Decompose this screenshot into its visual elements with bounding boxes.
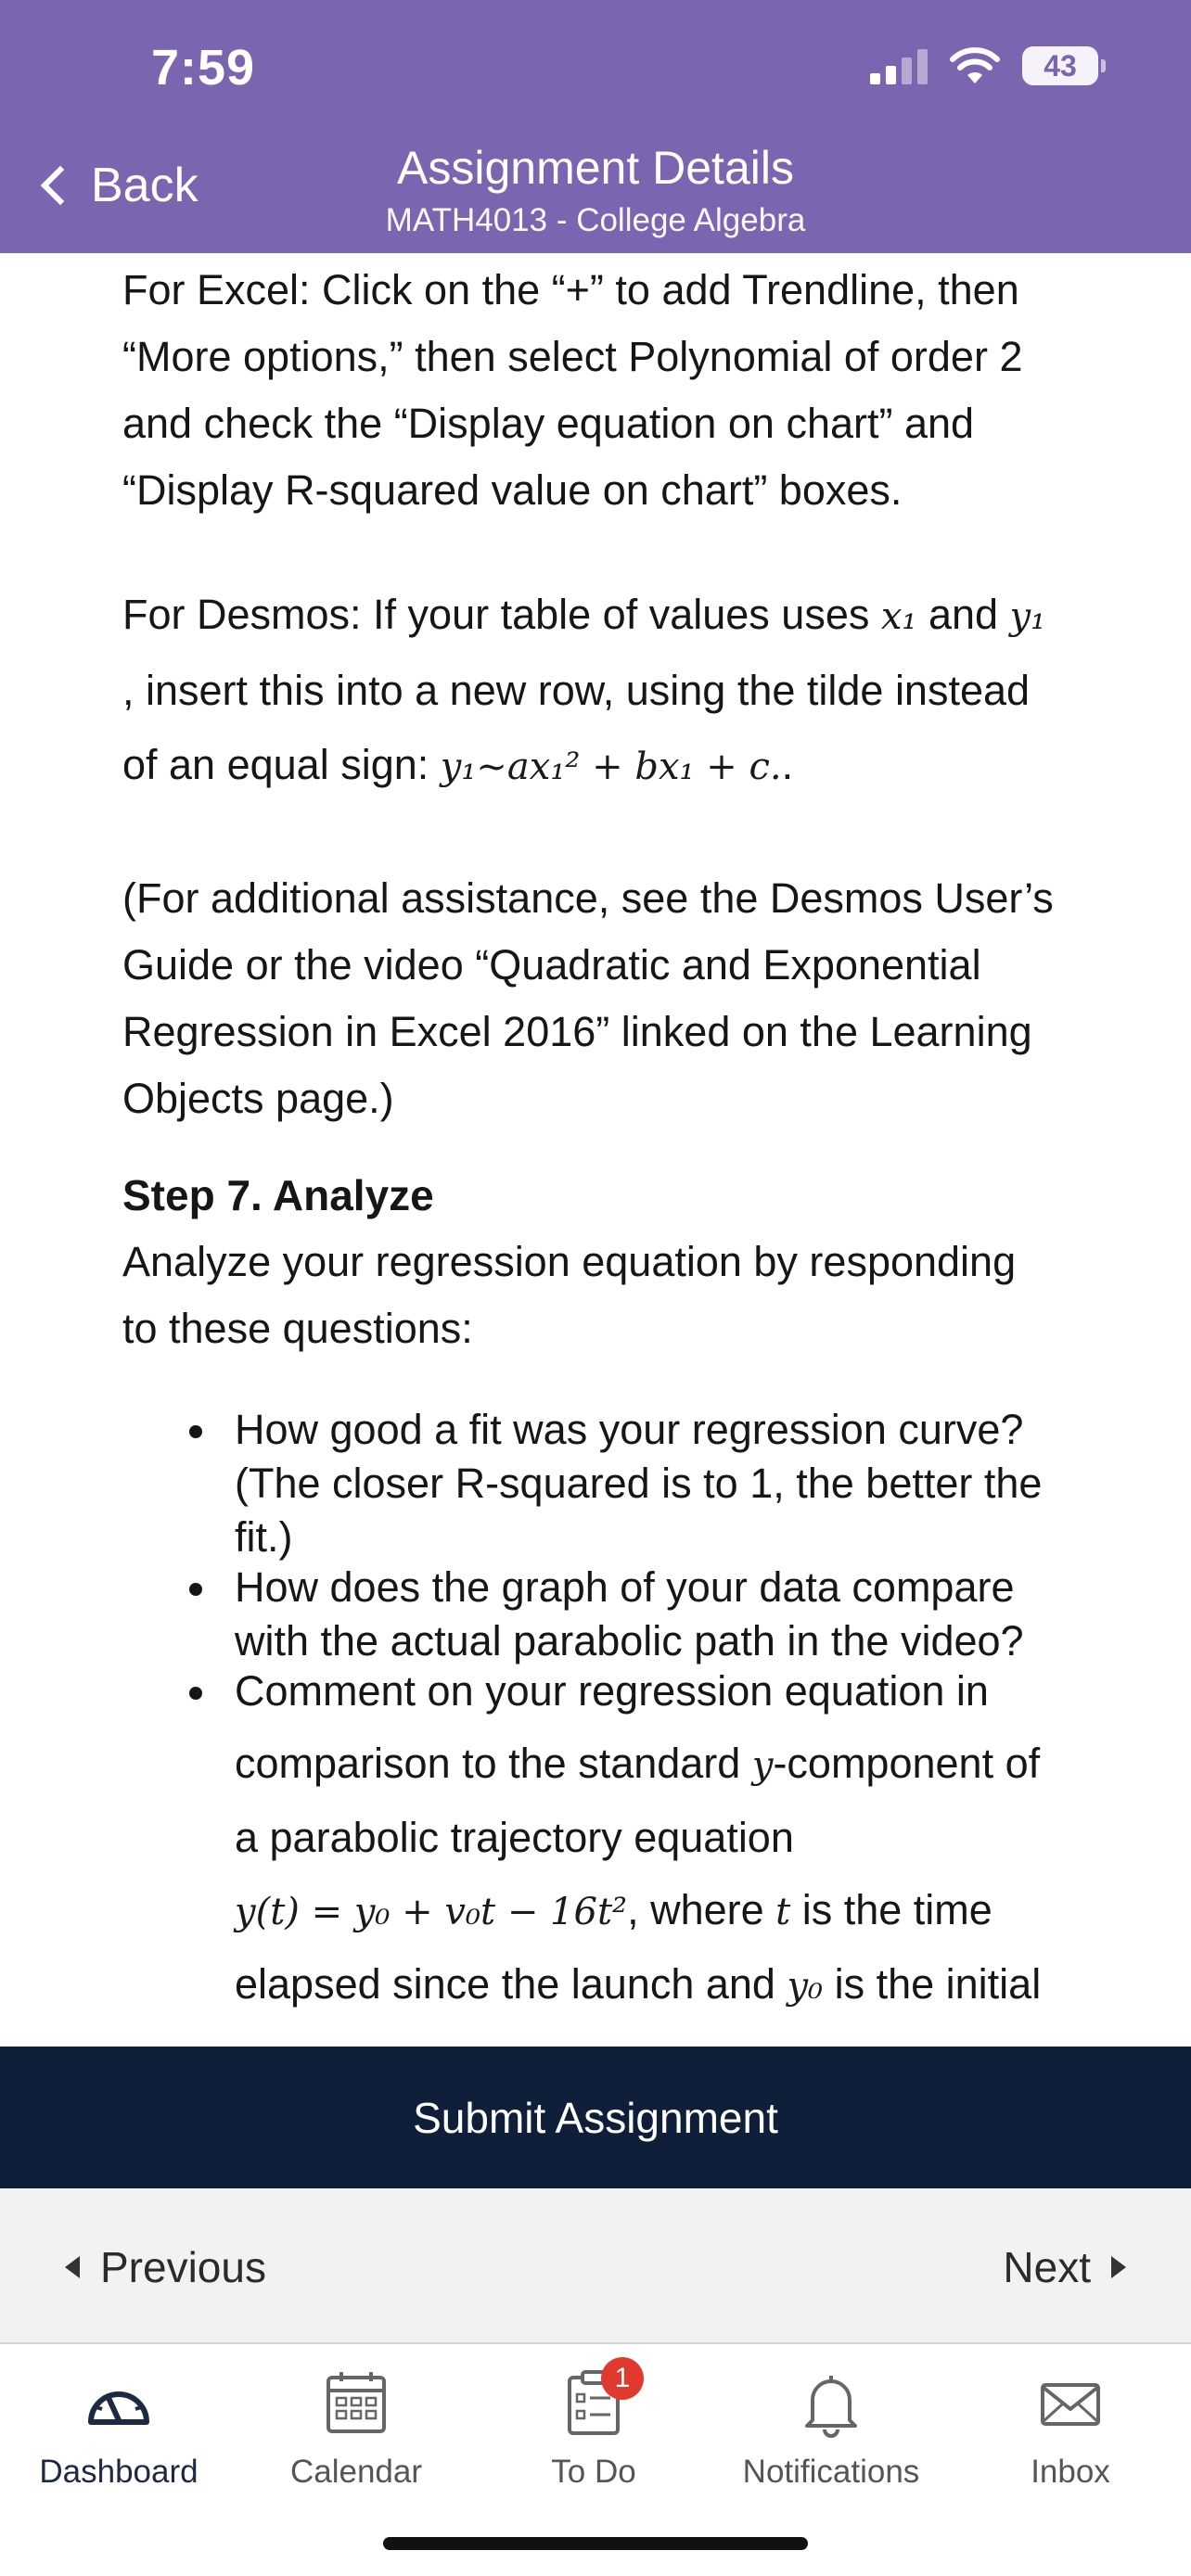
text-line: of an equal sign: y₁~ax₁² + bx₁ + c..: [122, 741, 794, 788]
bullet-dot: [189, 1425, 202, 1438]
caret-right-icon: [1111, 2256, 1126, 2278]
status-time: 7:59: [151, 40, 256, 96]
bullet-dot: [189, 1583, 202, 1596]
text-line: to these questions:: [122, 1305, 473, 1352]
app-header: [0, 0, 1191, 253]
desmos-instructions: [122, 578, 1087, 804]
math-regression-equation: y₁~ax₁² + bx₁ + c.: [440, 746, 782, 788]
text-line: Objects page.): [122, 1075, 394, 1122]
text-line: “More options,” then select Polynomial of order 2: [122, 333, 1023, 380]
status-icons: [870, 46, 1098, 85]
math-trajectory-equation: y(t) = y₀ + v₀t − 16t²: [235, 1891, 628, 1933]
cellular-signal-icon: [870, 47, 928, 84]
tab-label: Calendar: [289, 2454, 423, 2490]
submit-assignment-button[interactable]: Submit Assignment: [0, 2047, 1191, 2188]
math-y1: y₁: [1009, 595, 1046, 638]
calendar-icon: [319, 2366, 393, 2441]
assistance-note: [122, 865, 1087, 1132]
pagination-bar: [0, 2188, 1191, 2344]
text-line: (For additional assistance, see the Desmos User’s: [122, 874, 1054, 922]
wifi-icon: [948, 46, 1002, 85]
next-button[interactable]: [1003, 2242, 1126, 2292]
tab-notifications[interactable]: [712, 2366, 950, 2491]
text-line: and check the “Display equation on chart” and: [122, 400, 975, 447]
clipboard-checklist-icon: [557, 2363, 631, 2441]
course-subtitle: MATH4013 - College Algebra: [385, 202, 806, 238]
math-x1: x₁: [880, 595, 917, 638]
tab-label: Inbox: [1031, 2454, 1110, 2490]
text-line: “Display R-squared value on chart” boxes.: [122, 466, 903, 514]
todo-count-badge: 1: [601, 2357, 644, 2400]
next-label: Next: [1003, 2243, 1091, 2291]
page-title: Assignment Details: [397, 142, 794, 194]
caret-left-icon: [65, 2256, 80, 2278]
text-line: For Desmos: If your table of values uses x₁ and y₁: [122, 591, 1046, 638]
tab-label: To Do: [551, 2454, 636, 2490]
home-indicator[interactable]: [383, 2537, 808, 2550]
step-7-section: [122, 1162, 1087, 1362]
text-line: Analyze your regression equation by responding: [122, 1238, 1017, 1285]
text-line: , insert this into a new row, using the tilde instead: [122, 667, 1031, 714]
step-title: Step 7. Analyze: [122, 1171, 434, 1219]
back-label: Back: [91, 159, 198, 212]
tab-calendar[interactable]: [237, 2366, 475, 2491]
tab-label: Dashboard: [39, 2454, 198, 2490]
dashboard-gauge-icon: [82, 2366, 156, 2441]
excel-instructions: [122, 257, 1087, 524]
assignment-content[interactable]: For Excel: Click on the “+” to add Trendline, then “More options,” then select Polynomial of order 2 and check the “Display equation on chart” and “Display R-squared value on chart” boxes. For Desmos: If your table of values uses x₁ and y₁ , insert this into a new row, using the tilde instead of an equal sign: y₁~ax₁² + bx₁ + c.. (For additional assistance, see the Desmos User’s Guide or the video “Quadratic and Exponential Regression in Excel 2016” linked on the Learning Objects page.) Step 7. Analyze Analyze your regression equation by responding to these questions: How good a fit was your regression curve? (The closer R-squared is to 1, the better the fit.) How does the graph of your data compare with the actual parabolic path in the video? Comment on your regression equation in comparison to the standard y-component of a parabolic trajectory equation y(t) = y₀ + v₀t − 16t², where t is the time elapsed since the launch and y₀ is the initial: [122, 253, 1087, 2047]
tab-inbox[interactable]: [950, 2366, 1191, 2491]
tab-todo[interactable]: [475, 2363, 712, 2491]
envelope-icon: [1033, 2366, 1108, 2441]
battery-level: 43: [1044, 48, 1077, 83]
battery-icon: [1022, 46, 1098, 85]
tab-label: Notifications: [742, 2454, 920, 2490]
bullet-dot: [189, 1687, 202, 1700]
text-line: For Excel: Click on the “+” to add Trendline, then: [122, 266, 1019, 313]
math-y: y: [751, 1744, 774, 1787]
text-line: Regression in Excel 2016” linked on the Learning: [122, 1008, 1032, 1055]
previous-button[interactable]: [65, 2242, 266, 2292]
tab-dashboard[interactable]: [0, 2366, 237, 2491]
text-line: Guide or the video “Quadratic and Exponential: [122, 941, 981, 988]
bell-icon: [794, 2366, 868, 2441]
math-t: t: [775, 1891, 791, 1933]
previous-label: Previous: [100, 2243, 266, 2291]
math-y0: y₀: [787, 1965, 824, 2008]
